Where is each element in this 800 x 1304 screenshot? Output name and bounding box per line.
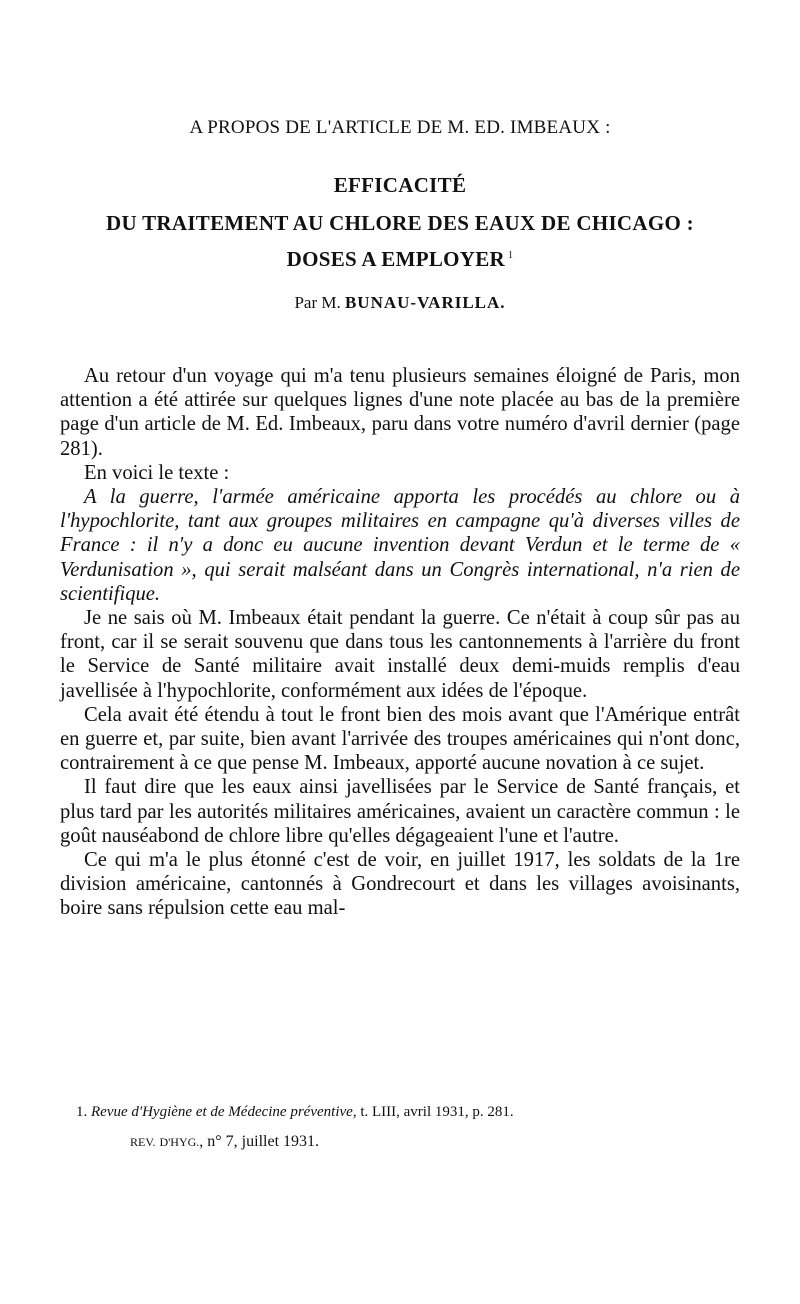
author-name: BUNAU-VARILLA.	[344, 293, 506, 312]
byline-prefix: Par M.	[294, 293, 341, 312]
footer-issue: , n° 7, juillet 1931.	[199, 1133, 320, 1150]
paragraph: Cela avait été étendu à tout le front bien des mois avant que l'Amérique entrât en guerre et, par suite, bien avant l'arrivée des troupes américaines qui n'ont donc, contrairement à ce que pense M. Imbeaux, apporté aucune novation à ce sujet.	[60, 703, 740, 775]
footer-abbrev-rev: REV.	[130, 1135, 156, 1149]
article-title-line-1: EFFICACITÉ	[333, 173, 467, 197]
paragraph: Je ne sais où M. Imbeaux était pendant la guerre. Ce n'était à coup sûr pas au front, car il se serait souvenu que dans tous les cantonnements à l'arrière du front le Service de Santé militaire avait installé deux demi-muids remplis d'eau javellisée à l'hypochlorite, conformément aux idées de l'époque.	[60, 607, 740, 702]
paragraph: Ce qui m'a le plus étonné c'est de voir, en juillet 1917, les soldats de la 1re division américaine, cantonnés à Gondrecourt et dans les villages avoisinants, boire sans répulsion cette eau mal-	[60, 849, 740, 920]
byline	[60, 293, 740, 313]
footnote-number: 1.	[76, 1104, 88, 1120]
footer-abbrev-hyg: D'HYG.	[159, 1135, 200, 1149]
footnotes	[60, 1098, 740, 1157]
journal-title: Revue d'Hygiène et de Médecine préventive	[91, 1104, 353, 1120]
article-body	[60, 364, 740, 921]
quoted-passage: A la guerre, l'armée américaine apporta les procédés au chlore ou à l'hypochlorite, tant aux groupes militaires en campagne qu'à diverses villes de France : il n'y a donc eu aucune invention devant Verdun et le terme de « Verdunisation », qui serait malséant dans un Congrès international, n'a rien de scientifique.	[60, 486, 740, 605]
article-title-line-2: DU TRAITEMENT AU CHLORE DES EAUX DE CHICAGO :	[106, 211, 694, 235]
running-footer	[60, 1127, 740, 1157]
paragraph: Au retour d'un voyage qui m'a tenu plusieurs semaines éloigné de Paris, mon attention a été attirée sur quelques lignes d'une note placée au bas de la première page d'un article de M. Ed. Imbeaux, paru dans votre numéro d'avril dernier (page 281).	[60, 365, 740, 460]
footnote-marker: 1	[508, 250, 514, 261]
footnote-1	[60, 1098, 740, 1127]
paragraph: Il faut dire que les eaux ainsi javellisées par le Service de Santé français, et plus tard par les autorités militaires américaines, avaient un caractère commun : le goût nauséabond de chlore libre qu'elles dégageaient l'une et l'autre.	[60, 776, 740, 847]
footnote-citation: , t. LIII, avril 1931, p. 281.	[352, 1104, 514, 1120]
article-title-line-3	[50, 247, 750, 272]
paragraph: En voici le texte :	[84, 461, 230, 484]
title-text: DOSES A EMPLOYER	[286, 247, 506, 271]
article-kicker: A PROPOS DE L'ARTICLE DE M. ED. IMBEAUX :	[189, 117, 611, 138]
